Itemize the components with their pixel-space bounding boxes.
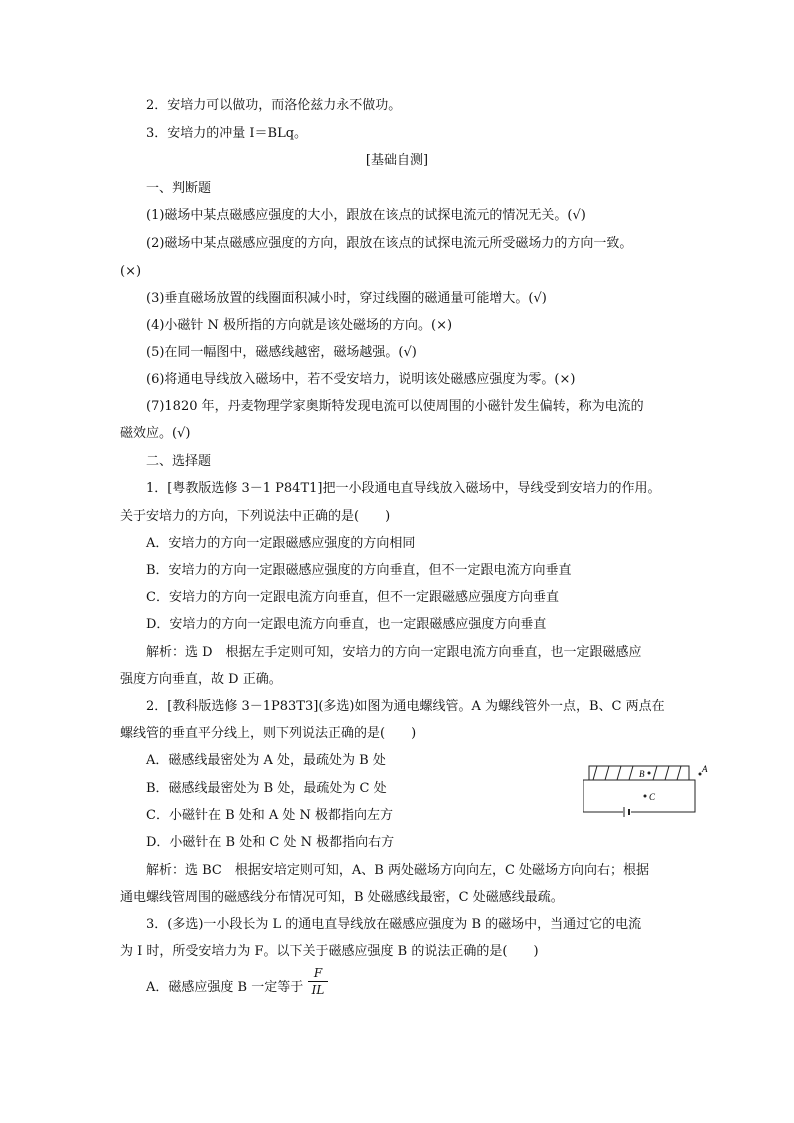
judge-1: (1)磁场中某点磁感应强度的大小，跟放在该点的试探电流元的情况无关。(√) [146, 208, 586, 223]
question-3: 3．(多选)一小段长为 L 的通电直导线放在磁感应强度为 B 的磁场中，当通过它的电流 [146, 917, 642, 932]
q1-option-c: C．安培力的方向一定跟电流方向垂直，但不一定跟磁感应强度方向垂直 [146, 590, 559, 605]
fraction-f-over-il [308, 966, 328, 997]
solenoid-coil [593, 766, 681, 780]
question-2-cont: 螺线管的垂直平分线上，则下列说法正确的是( ) [120, 726, 417, 741]
answer-2: 解析：选 BC 根据安培定则可知，A、B 两处磁场方向向左，C 处磁场方向向右；根据 [146, 863, 650, 878]
q3-option-a: A．磁感应强度 B 一定等于 [146, 980, 304, 995]
label-b: B [639, 769, 645, 779]
question-2: 2．[教科版选修 3－1P83T3](多选)如图为通电螺线管。A 为螺线管外一点，B、C 两点在 [146, 699, 665, 714]
q1-option-b: B．安培力的方向一定跟磁感应强度的方向垂直，但不一定跟电流方向垂直 [146, 563, 572, 578]
q2-option-d: D．小磁针在 B 处和 C 处 N 极都指向右方 [146, 835, 395, 850]
note-2: 2．安培力可以做功，而洛伦兹力永不做功。 [146, 98, 402, 113]
solenoid-figure [583, 762, 713, 822]
judge-6: (6)将通电导线放入磁场中，若不受安培力，说明该处磁感应强度为零。(×) [146, 372, 576, 387]
judge-5: (5)在同一幅图中，磁感线越密，磁场越强。(√) [146, 345, 417, 360]
judge-2-mark: (×) [120, 264, 142, 279]
section-judgement: 一、判断题 [146, 181, 212, 196]
q2-option-c: C．小磁针在 B 处和 A 处 N 极都指向左方 [146, 808, 394, 823]
point-b [648, 772, 651, 775]
q2-option-b: B．磁感线最密处为 B 处，最疏处为 C 处 [146, 781, 387, 796]
judge-7: (7)1820 年，丹麦物理学家奥斯特发现电流可以使周围的小磁针发生偏转，称为电流的 [146, 399, 644, 414]
question-3-cont: 为 I 时，所受安培力为 F。以下关于磁感应强度 B 的说法正确的是( ) [120, 944, 539, 959]
q1-option-a: A．安培力的方向一定跟磁感应强度的方向相同 [146, 536, 416, 551]
judge-7-cont: 磁效应。(√) [120, 426, 191, 441]
section-choice: 二、选择题 [146, 454, 212, 469]
question-1-cont: 关于安培力的方向，下列说法中正确的是( ) [120, 509, 391, 524]
fraction-numerator: F [313, 966, 323, 980]
section-title: [基础自测] [365, 153, 429, 168]
judge-3: (3)垂直磁场放置的线圈面积减小时，穿过线圈的磁通量可能增大。(√) [146, 291, 547, 306]
judge-4: (4)小磁针 N 极所指的方向就是该处磁场的方向。(×) [146, 318, 453, 333]
label-a: A [702, 764, 708, 774]
note-3: 3．安培力的冲量 I＝BLq。 [146, 126, 308, 141]
label-c: C [649, 792, 656, 802]
q1-option-d: D．安培力的方向一定跟电流方向垂直，也一定跟磁感应强度方向垂直 [146, 617, 547, 632]
answer-2-cont: 通电螺线管周围的磁感线分布情况可知，B 处磁感线最密，C 处磁感线最疏。 [120, 890, 564, 905]
answer-1-cont: 强度方向垂直，故 D 正确。 [120, 672, 282, 687]
point-c [644, 795, 647, 798]
question-1: 1．[粤教版选修 3－1 P84T1]把一小段通电直导线放入磁场中，导线受到安培力的作用。 [146, 481, 661, 496]
answer-1: 解析：选 D 根据左手定则可知，安培力的方向一定跟电流方向垂直，也一定跟磁感应 [146, 645, 642, 660]
judge-2: (2)磁场中某点磁感应强度的方向，跟放在该点的试探电流元所受磁场力的方向一致。 [146, 236, 633, 251]
q2-option-a: A．磁感线最密处为 A 处，最疏处为 B 处 [146, 753, 386, 768]
fraction-denominator: IL [311, 983, 325, 997]
